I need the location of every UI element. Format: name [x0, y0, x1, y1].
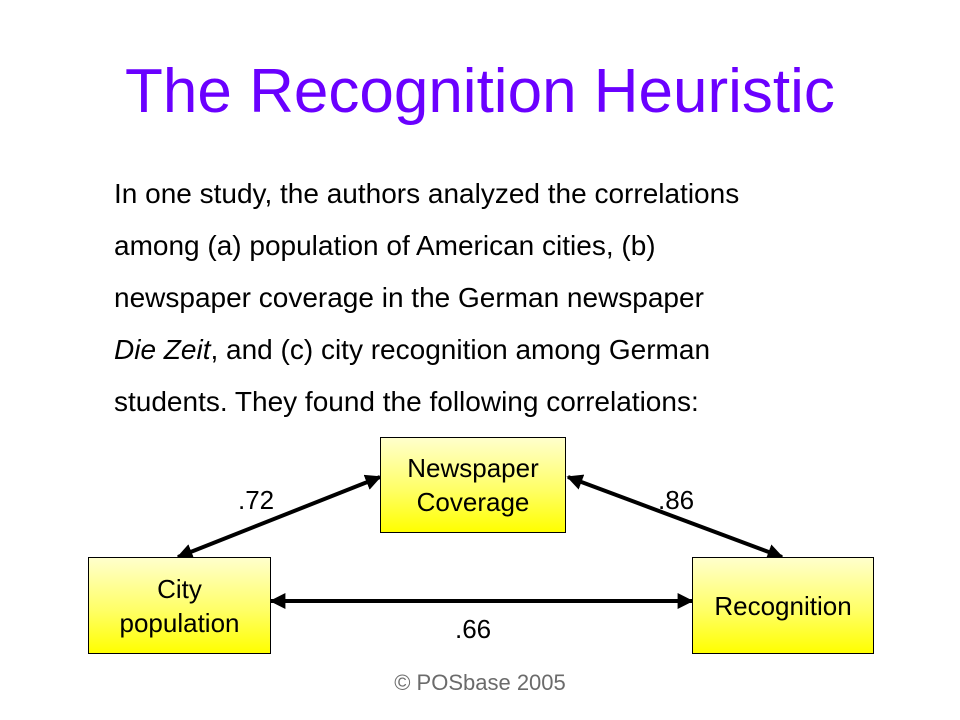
copyright-footer: © POSbase 2005 — [394, 670, 566, 695]
node-recognition — [692, 557, 874, 654]
newspaper-name: Die Zeit — [114, 334, 211, 365]
paragraph-line-3: newspaper coverage in the German newspaper — [114, 282, 704, 313]
paragraph-line-1: In one study, the authors analyzed the correlations — [114, 178, 740, 209]
correlation-newspaper-recognition: .86 — [658, 485, 695, 515]
arrow-city-newspaper — [178, 477, 380, 557]
node-city-line1: City — [157, 573, 202, 604]
node-newspaper-coverage — [380, 437, 566, 533]
node-newspaper-line1: Newspaper — [407, 453, 539, 483]
node-newspaper-line2: Coverage — [416, 487, 530, 517]
paragraph-line-4-rest: , and (c) city recognition among German — [210, 334, 711, 365]
paragraph-line-2: among (a) population of American cities, (b) — [114, 230, 656, 261]
paragraph-line-5: students. They found the following correlations: — [114, 386, 699, 417]
correlation-city-newspaper: .72 — [238, 485, 275, 515]
node-recognition-label: Recognition — [714, 590, 852, 621]
slide-title: The Recognition Heuristic — [125, 57, 835, 126]
node-city-line2: population — [119, 607, 240, 638]
correlation-city-recognition: .66 — [455, 614, 492, 644]
node-city-population — [88, 557, 271, 654]
